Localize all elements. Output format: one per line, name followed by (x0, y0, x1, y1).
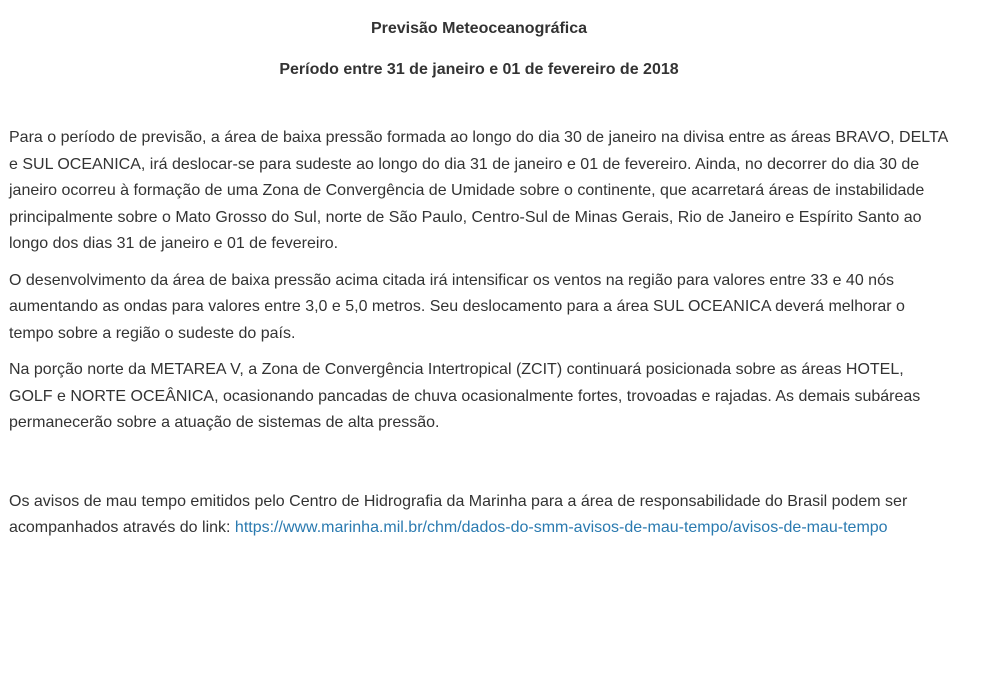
notice-text: Os avisos de mau tempo emitidos pelo Centro de Hidrografia da Marinha para a área de responsabilidade do Brasil podem ser acompanhados através do link: (9, 492, 908, 536)
paragraph-zcit: Na porção norte da METAREA V, a Zona de Convergência Intertropical (ZCIT) continuará posicionada sobre as áreas HOTEL, GOLF e NORTE OCEÂNICA, ocasionando pancadas de chuva ocasionalmente fortes, trovoadas e rajadas. As demais subáreas permanecerão sobre a atuação de sistemas de alta pressão. (9, 361, 921, 431)
warnings-link[interactable]: https://www.marinha.mil.br/chm/dados-do-smm-avisos-de-mau-tempo/avisos-de-mau-tempo (234, 519, 888, 536)
forecast-period: Período entre 31 de janeiro e 01 de fevereiro de 2018 (279, 61, 679, 78)
paragraph-low-pressure: Para o período de previsão, a área de baixa pressão formada ao longo do dia 30 de janeiro na divisa entre as áreas BRAVO, DELTA e SUL OCEANICA, irá deslocar-se para sudeste ao longo do dia 31 de janeiro e 01 de fevereiro. Ainda, no decorrer do dia 30 de janeiro ocorreu à formação de uma Zona de Convergência de Umidade sobre o continente, que acarretará áreas de instabilidade principalmente sobre o Mato Grosso do Sul, norte de São Paulo, Centro-Sul de Minas Gerais, Rio de Janeiro e Espírito Santo ao longo dos dias 31 de janeiro e 01 de fevereiro. (9, 129, 948, 252)
document (9, 16, 949, 542)
paragraph-notice (9, 489, 949, 542)
paragraph-winds-waves: O desenvolvimento da área de baixa pressão acima citada irá intensificar os ventos na região para valores entre 33 e 40 nós aumentando as ondas para valores entre 3,0 e 5,0 metros. Seu deslocamento para a área SUL OCEANICA deverá melhorar o tempo sobre a região o sudeste do país. (9, 271, 905, 342)
document-title: Previsão Meteoceanográfica (370, 20, 588, 37)
